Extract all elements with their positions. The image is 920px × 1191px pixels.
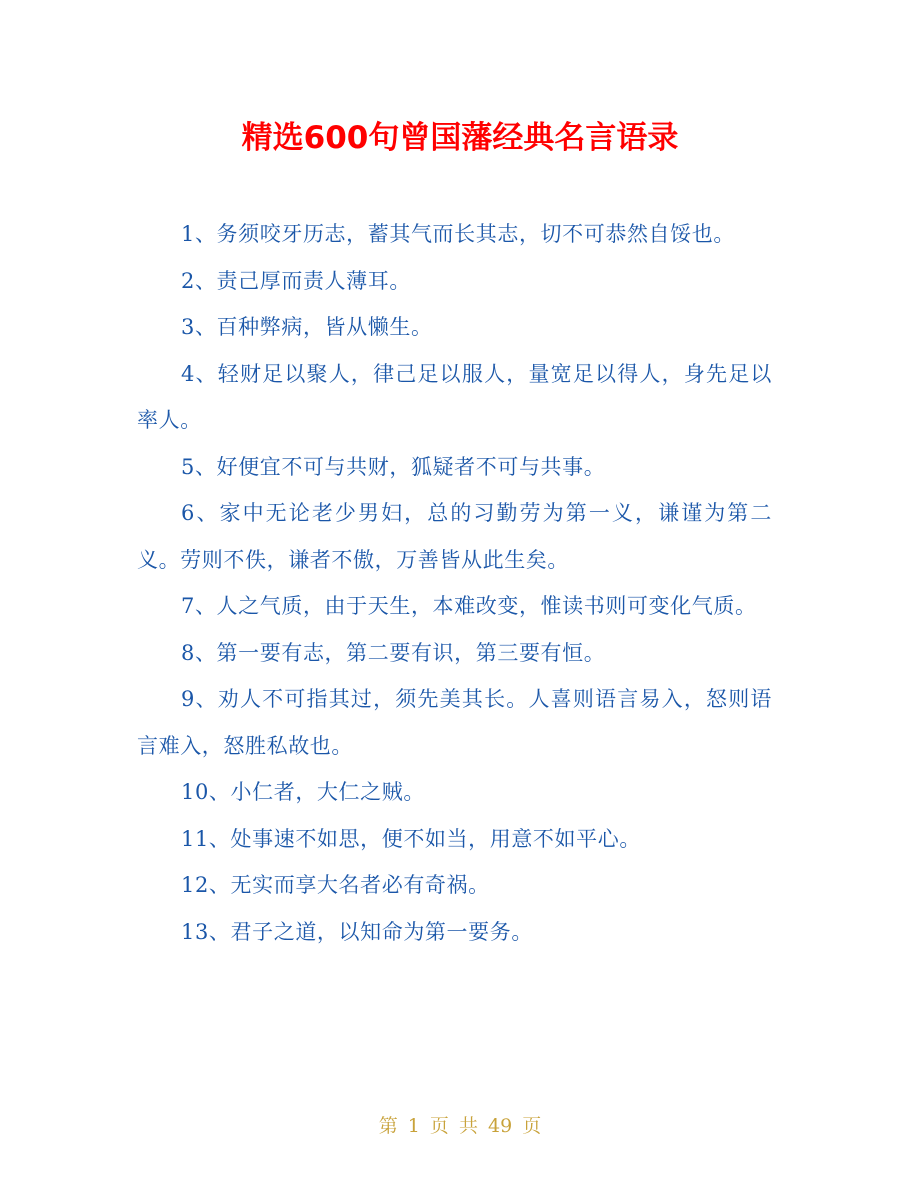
- quote-paragraph-2: 2、责己厚而责人薄耳。: [181, 268, 411, 293]
- quote-paragraph-9: 9、劝人不可指其过，须先美其长。人喜则语言易入，怒则语言难入，怒胜私故也。: [137, 687, 772, 758]
- quote-paragraph-10: 10、小仁者，大仁之贼。: [181, 780, 425, 804]
- quote-paragraph-4: 4、轻财足以聚人，律己足以服人，量宽足以得人，身先足以率人。: [137, 361, 772, 432]
- document-title: 精选600句曾国藩经典名言语录: [241, 120, 679, 156]
- quote-paragraph-8: 8、第一要有志，第二要有识，第三要有恒。: [181, 640, 606, 665]
- quote-paragraph-13: 13、君子之道，以知命为第一要务。: [181, 919, 533, 944]
- quote-paragraph-1: 1、务须咬牙历志，蓄其气而长其志，切不可恭然自馁也。: [181, 222, 735, 246]
- quote-list: [137, 211, 772, 955]
- quote-paragraph-7: 7、人之气质，由于天生，本难改变，惟读书则可变化气质。: [181, 594, 757, 618]
- quote-paragraph-5: 5、好便宜不可与共财，狐疑者不可与共事。: [181, 454, 606, 479]
- quote-paragraph-12: 12、无实而享大名者必有奇祸。: [181, 873, 490, 897]
- quote-paragraph-11: 11、处事速不如思，便不如当，用意不如平心。: [181, 826, 641, 851]
- page-number-footer: 第 1 页 共 49 页: [378, 1115, 542, 1137]
- quote-paragraph-6: 6、家中无论老少男妇，总的习勤劳为第一义，谦谨为第二义。劳则不佚，谦者不傲，万善皆从此生矣。: [137, 501, 772, 572]
- quote-paragraph-3: 3、百种弊病，皆从懒生。: [181, 315, 433, 339]
